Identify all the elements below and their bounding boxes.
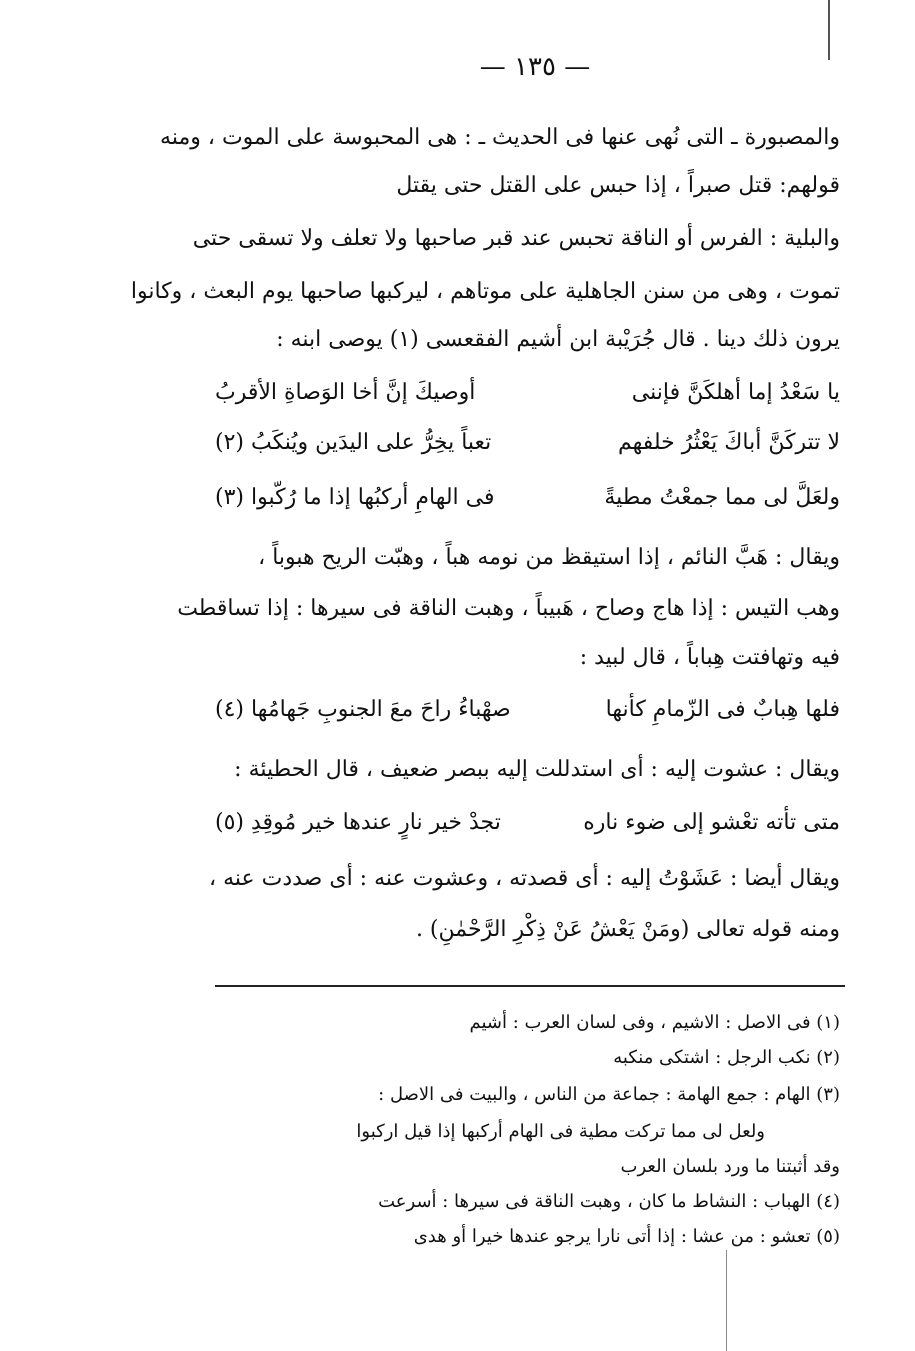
verse-2-hemistich-b: تعباً يخِرُّ على اليدَين ويُنكَبُ (٢) xyxy=(215,430,492,455)
verse-1-hemistich-a: يا سَعْدُ إما أهلكَنَّ فإننى xyxy=(631,380,840,405)
verse-5-hemistich-b: تجدْ خير نارٍ عندها خير مُوقِدِ (٥) xyxy=(215,810,501,835)
body-line-2: قولهم: قتل صبراً ، إذا حبس على القتل حتى يقتل xyxy=(396,173,840,198)
body-line-1: والمصبورة ـ التى نُهى عنها فى الحديث ـ : هى المحبوسة على الموت ، ومنه xyxy=(160,125,840,150)
body-line-11: ومنه قوله تعالى (ومَنْ يَعْشُ عَنْ ذِكْرِ الرَّحْمٰنِ) . xyxy=(415,917,840,942)
footnote-3-note: وقد أثبتنا ما ورد بلسان العرب xyxy=(620,1156,840,1177)
verse-3-hemistich-b: فى الهامِ أركبُها إذا ما رُكّبوا (٣) xyxy=(215,485,495,510)
body-line-6: ويقال : هَبَّ النائم ، إذا استيقظ من نومه هباً ، وهبّت الريح هبوباً ، xyxy=(258,545,840,570)
verse-4-hemistich-b: صهْباءُ راحَ معَ الجنوبِ جَهامُها (٤) xyxy=(215,697,511,722)
body-line-4: تموت ، وهى من سنن الجاهلية على موتاهم ، ليركبها صاحبها يوم البعث ، وكانوا xyxy=(130,279,840,304)
footnote-4: (٤) الهباب : النشاط ما كان ، وهبت الناقة فى سيرها : أسرعت xyxy=(378,1191,840,1212)
body-line-10: ويقال أيضا : عَشَوْتُ إليه : أى قصدته ، وعشوت عنه : أى صددت عنه ، xyxy=(208,866,840,891)
verse-5-hemistich-a: متى تأته تعْشو إلى ضوء ناره xyxy=(583,810,840,835)
body-line-3: والبلية : الفرس أو الناقة تحبس عند قبر صاحبها ولا تعلف ولا تسقى حتى xyxy=(192,226,840,251)
footnote-3-quoted-verse: ولعل لى مما تركت مطية فى الهام أركبها إذا قيل اركبوا xyxy=(356,1121,765,1142)
verse-2-hemistich-a: لا تتركَنَّ أباكَ يَعْثُرُ خلفهم xyxy=(617,430,840,455)
body-line-8: فيه وتهافتت هِباباً ، قال لبيد : xyxy=(579,645,840,670)
footnote-1: (١) فى الاصل : الاشيم ، وفى لسان العرب : أشيم xyxy=(469,1012,840,1033)
footnote-5: (٥) تعشو : من عشا : إذا أتى نارا يرجو عندها خيرا أو هدى xyxy=(413,1226,840,1247)
body-line-5: يرون ذلك دينا . قال جُرَيْبة ابن أشيم الفقعسى (١) يوصى ابنه : xyxy=(276,327,840,352)
footnote-2: (٢) نكب الرجل : اشتكى منكبه xyxy=(613,1047,840,1068)
verse-1-hemistich-b: أوصيكَ إنَّ أخا الوَصاةِ الأقربُ xyxy=(215,380,476,405)
body-line-7: وهب التيس : إذا هاج وصاح ، هَبيباً ، وهبت الناقة فى سيرها : إذا تساقطت xyxy=(177,596,840,621)
body-line-9: ويقال : عشوت إليه : أى استدللت إليه ببصر ضعيف ، قال الحطيئة : xyxy=(234,757,840,782)
verse-3-hemistich-a: ولعَلَّ لى مما جمعْتُ مطيةً xyxy=(604,485,840,510)
scan-edge-line xyxy=(828,0,830,60)
footnote-3: (٣) الهام : جمع الهامة : جماعة من الناس ، والبيت فى الاصل : xyxy=(378,1084,840,1105)
footnote-separator xyxy=(215,985,845,987)
scan-fold-line xyxy=(726,1250,727,1351)
page-number: — ١٣٥ — xyxy=(479,52,591,82)
verse-4-hemistich-a: فلها هِبابٌ فى الزّمامِ كأنها xyxy=(605,697,840,722)
